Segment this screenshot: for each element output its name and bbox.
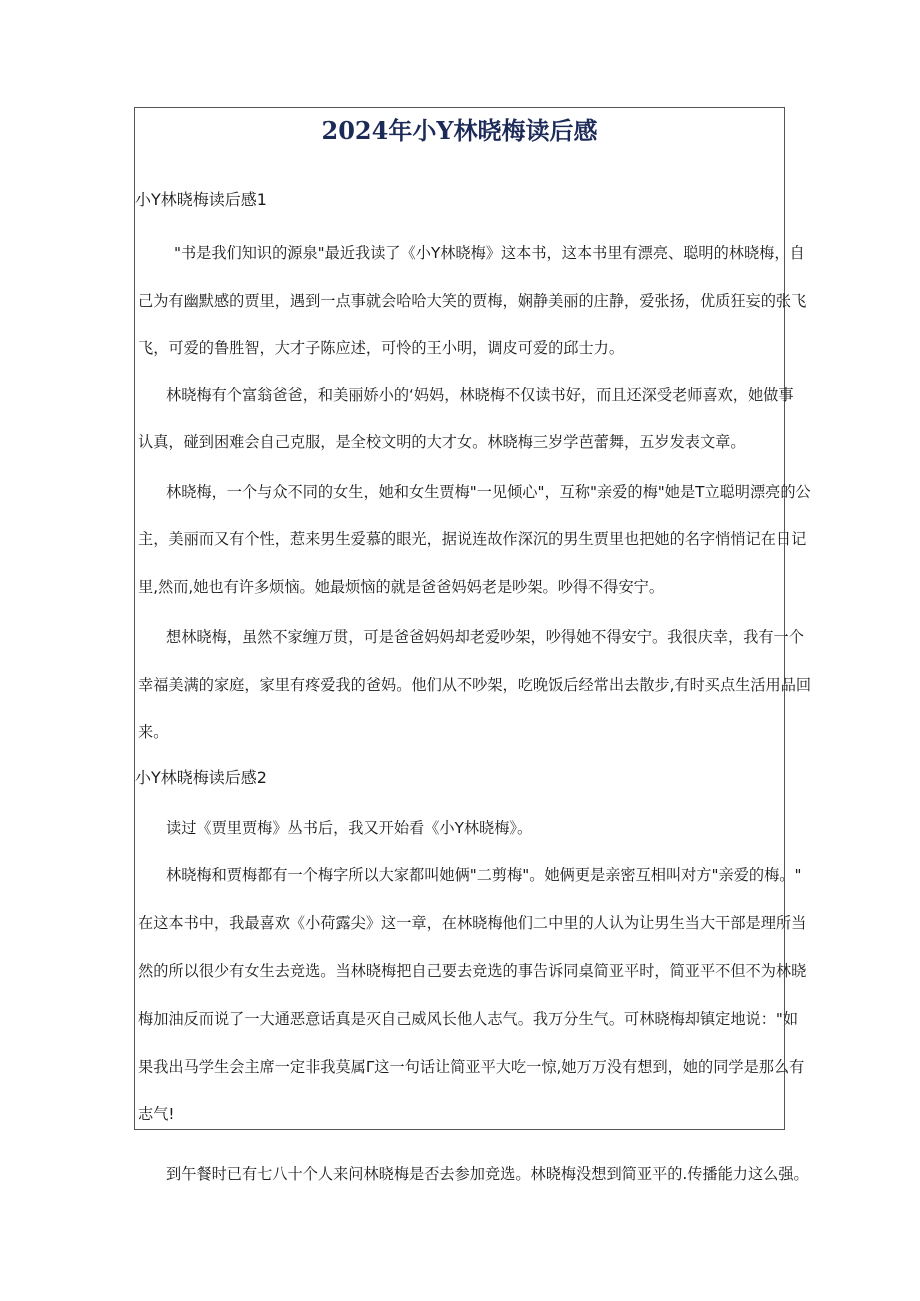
paragraph-4-line-1: 想林晓梅，虽然不家缠万贯，可是爸爸妈妈却老爱吵架，吵得她不得安宁。我很庆幸，我有一个: [166, 628, 804, 646]
paragraph-6-line-6: 志气!: [138, 1105, 175, 1123]
page-title: 2024年小Y林晓梅读后感: [321, 116, 598, 145]
paragraph-6-line-2: 在这本书中，我最喜欢《小荷露尖》这一章，在林晓梅他们二中里的人认为让男生当大干部是理所当: [138, 914, 807, 932]
paragraph-1-line-2: 己为有幽默感的贾里，遇到一点事就会哈哈大笑的贾梅，娴静美丽的庄静，爱张扬，优质狂妄的张飞: [138, 292, 807, 310]
paragraph-6-line-5: 果我出马学生会主席一定非我莫属Γ这一句话让简亚平大吃一惊,她万万没有想到，她的同学是那么有: [138, 1058, 805, 1076]
paragraph-1-line-3: 飞，可爱的鲁胜智，大才子陈应述，可怜的王小明，调皮可爱的邱士力。: [138, 339, 624, 357]
paragraph-4-line-3: 来。: [138, 723, 169, 741]
section-heading-2: 小Y林晓梅读后感2: [135, 768, 267, 787]
paragraph-3-line-1: 林晓梅，一个与众不同的女生，她和女生贾梅"一见倾心"，互称"亲爱的梅"她是T立聪明漂亮的公: [166, 483, 811, 501]
paragraph-6-line-3: 然的所以很少有女生去竞选。当林晓梅把自己要去竞选的事告诉同桌简亚平时，简亚平不但不为林晓: [138, 962, 807, 980]
paragraph-3-line-3: 里,然而,她也有许多烦恼。她最烦恼的就是爸爸妈妈老是吵架。吵得不得安宁。: [138, 578, 665, 596]
paragraph-3-line-2: 主，美丽而又有个性，惹来男生爱慕的眼光，据说连故作深沉的男生贾里也把她的名字悄悄记在日记: [138, 530, 807, 548]
paragraph-2-line-2: 认真，碰到困难会自己克服，是全校文明的大才女。林晓梅三岁学芭蕾舞，五岁发表文章。: [138, 433, 746, 451]
paragraph-4-line-2: 幸福美满的家庭，家里有疼爱我的爸妈。他们从不吵架，吃晚饭后经常出去散步,有时买点生活用品回: [138, 676, 812, 694]
paragraph-2-line-1: 林晓梅有个富翁爸爸，和美丽娇小的‘妈妈，林晓梅不仅读书好，而且还深受老师喜欢，她做事: [166, 386, 794, 404]
paragraph-6-line-4: 梅加油反而说了一大通恶意话真是灭自己威风长他人志气。我万分生气。可林晓梅却镇定地说："如: [138, 1010, 799, 1028]
paragraph-6-line-1: 林晓梅和贾梅都有一个梅字所以大家都叫她俩"二剪梅"。她俩更是亲密互相叫对方"亲爱的梅。": [166, 866, 802, 884]
paragraph-5-line-1: 读过《贾里贾梅》丛书后，我又开始看《小Y林晓梅》。: [166, 819, 533, 837]
paragraph-1-line-1: "书是我们知识的源泉"最近我读了《小Y林晓梅》这本书，这本书里有漂亮、聪明的林晓梅，自: [174, 244, 805, 262]
section-heading-1: 小Y林晓梅读后感1: [135, 190, 267, 209]
paragraph-7: 到午餐时已有七八十个人来问林晓梅是否去参加竞选。林晓梅没想到简亚平的.传播能力这么强。: [166, 1165, 809, 1183]
